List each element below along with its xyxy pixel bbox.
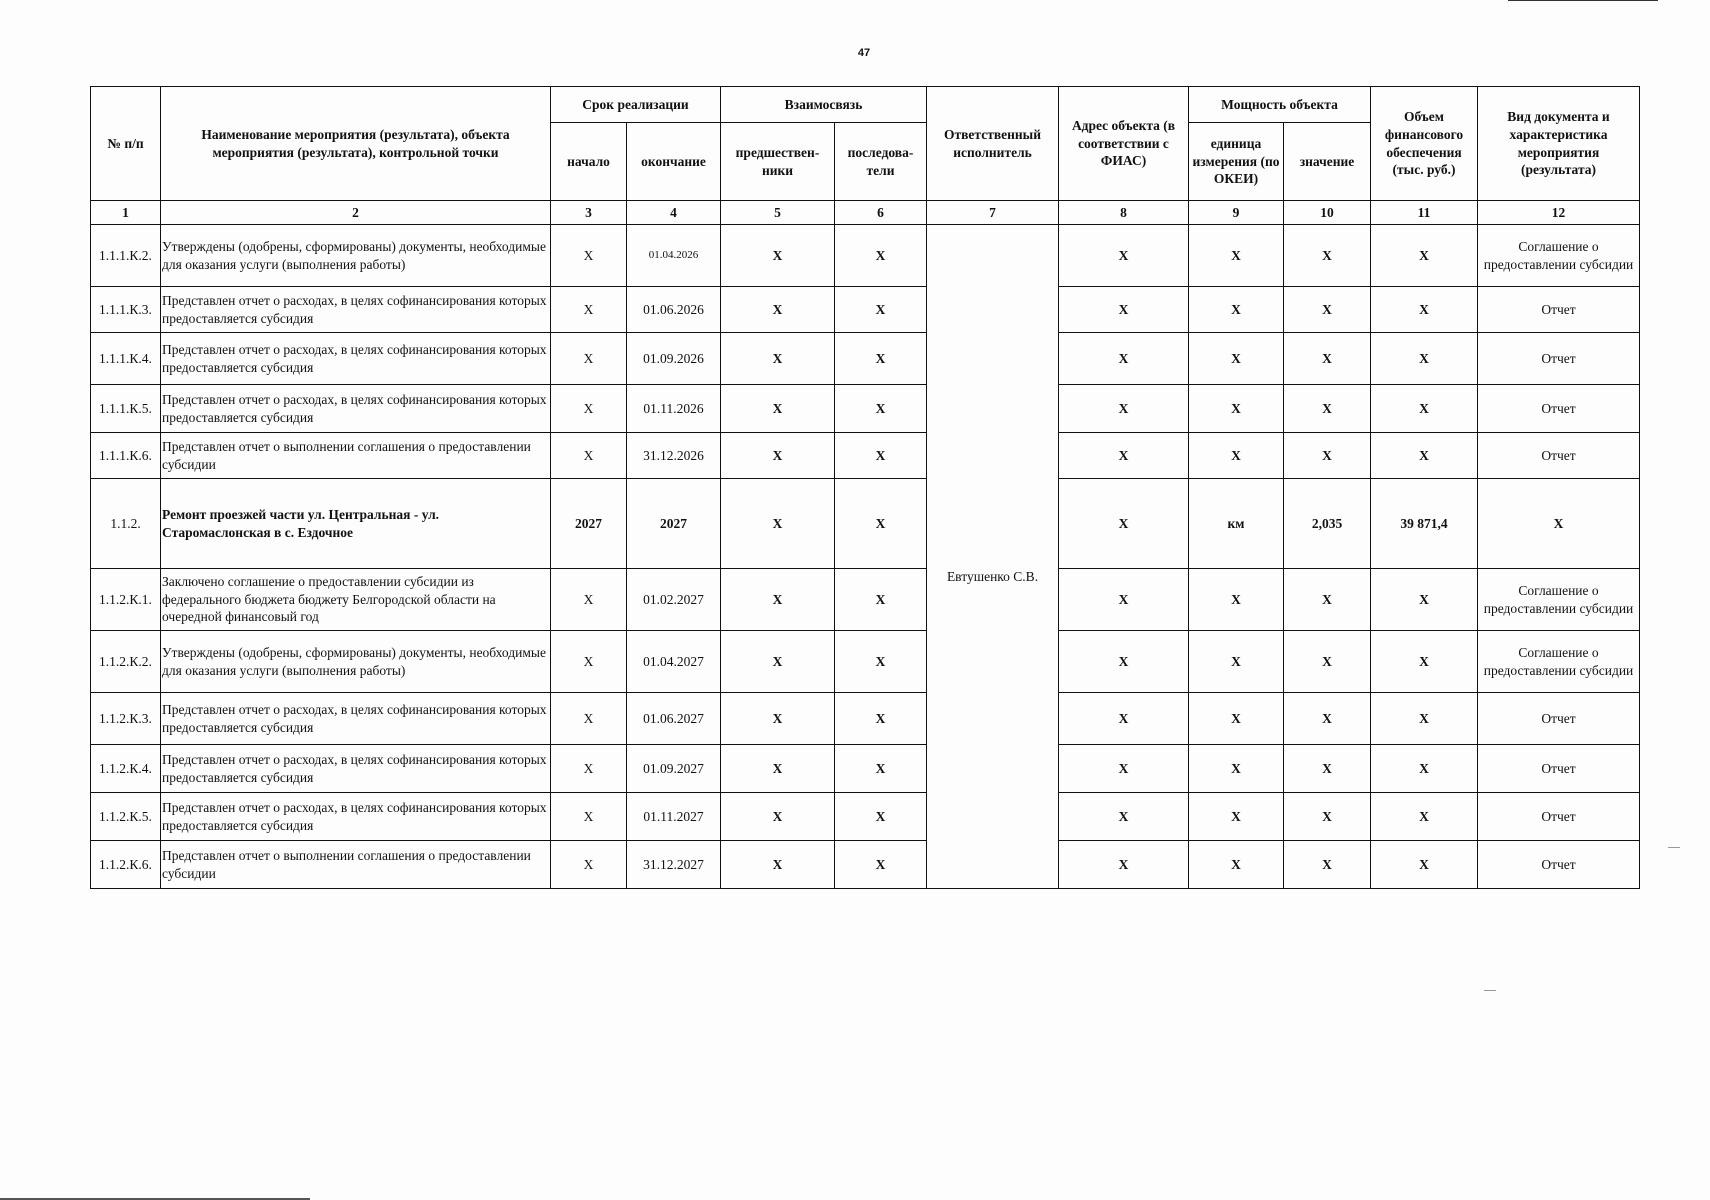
table-row (91, 385, 1640, 433)
row-number: 1.1.2.К.5. (91, 793, 161, 841)
row-successors: X (835, 225, 927, 287)
row-start: X (551, 693, 627, 745)
row-start: X (551, 631, 627, 693)
row-value: X (1284, 793, 1371, 841)
table-row (91, 333, 1640, 385)
header-link-group: Взаимосвязь (721, 87, 927, 123)
row-number: 1.1.2.К.6. (91, 841, 161, 889)
row-predecessors: X (721, 479, 835, 569)
row-number: 1.1.2.К.3. (91, 693, 161, 745)
row-finance: X (1371, 841, 1478, 889)
header-num: № п/п (91, 87, 161, 201)
row-finance: X (1371, 793, 1478, 841)
row-address: X (1059, 693, 1189, 745)
header-address: Адрес объекта (в соответствии с ФИАС) (1059, 87, 1189, 201)
table-row (91, 841, 1640, 889)
row-document: Соглашение о предоставлении субсидии (1478, 631, 1640, 693)
row-predecessors: X (721, 841, 835, 889)
row-start: 2027 (551, 479, 627, 569)
row-start: X (551, 333, 627, 385)
row-successors: X (835, 433, 927, 479)
table-row (91, 631, 1640, 693)
row-address: X (1059, 225, 1189, 287)
row-address: X (1059, 479, 1189, 569)
row-document: Отчет (1478, 793, 1640, 841)
row-number: 1.1.2. (91, 479, 161, 569)
row-name: Представлен отчет о расходах, в целях софинансирования которых предоставляется субсидия (161, 793, 551, 841)
page-number: 47 (857, 47, 871, 59)
row-name: Представлен отчет о расходах, в целях софинансирования которых предоставляется субсидия (161, 693, 551, 745)
table-row (91, 479, 1640, 569)
row-value: X (1284, 693, 1371, 745)
table-row (91, 225, 1640, 287)
row-predecessors: X (721, 433, 835, 479)
row-unit: X (1189, 745, 1284, 793)
row-name: Утверждены (одобрены, сформированы) документы, необходимые для оказания услуги (выполнения работы) (161, 631, 551, 693)
header-end: окончание (627, 123, 721, 201)
row-finance: X (1371, 631, 1478, 693)
row-predecessors: X (721, 385, 835, 433)
row-successors: X (835, 287, 927, 333)
row-unit: X (1189, 693, 1284, 745)
table-row (91, 745, 1640, 793)
row-end: 01.04.2026 (627, 225, 721, 287)
row-document: Соглашение о предоставлении субсидии (1478, 225, 1640, 287)
row-name: Представлен отчет о выполнении соглашения о предоставлении субсидии (161, 433, 551, 479)
row-finance: X (1371, 225, 1478, 287)
header-name: Наименование мероприятия (результата), объекта мероприятия (результата), контрольной точки (161, 87, 551, 201)
row-successors: X (835, 693, 927, 745)
column-number: 10 (1284, 201, 1371, 225)
row-name: Ремонт проезжей части ул. Центральная - ул. Старомаслонская в с. Ездочное (161, 479, 551, 569)
row-number: 1.1.2.К.2. (91, 631, 161, 693)
header-successors: последова-тели (835, 123, 927, 201)
row-successors: X (835, 841, 927, 889)
column-number: 9 (1189, 201, 1284, 225)
column-number: 1 (91, 201, 161, 225)
row-unit: X (1189, 385, 1284, 433)
row-successors: X (835, 333, 927, 385)
row-finance: X (1371, 333, 1478, 385)
row-start: X (551, 225, 627, 287)
row-successors: X (835, 479, 927, 569)
column-number-row (91, 201, 1640, 225)
row-value: X (1284, 225, 1371, 287)
row-name: Утверждены (одобрены, сформированы) документы, необходимые для оказания услуги (выполнения работы) (161, 225, 551, 287)
row-name: Представлен отчет о расходах, в целях софинансирования которых предоставляется субсидия (161, 287, 551, 333)
row-value: X (1284, 385, 1371, 433)
row-address: X (1059, 841, 1189, 889)
table-row (91, 433, 1640, 479)
row-name: Представлен отчет о расходах, в целях софинансирования которых предоставляется субсидия (161, 385, 551, 433)
row-unit: X (1189, 225, 1284, 287)
row-document: Соглашение о предоставлении субсидии (1478, 569, 1640, 631)
row-name: Представлен отчет о расходах, в целях софинансирования которых предоставляется субсидия (161, 333, 551, 385)
row-unit: X (1189, 793, 1284, 841)
row-end: 01.09.2026 (627, 333, 721, 385)
row-number: 1.1.1.К.2. (91, 225, 161, 287)
row-address: X (1059, 287, 1189, 333)
header-unit: единица измерения (по ОКЕИ) (1189, 123, 1284, 201)
row-value: X (1284, 333, 1371, 385)
row-predecessors: X (721, 569, 835, 631)
row-end: 01.02.2027 (627, 569, 721, 631)
row-number: 1.1.1.К.4. (91, 333, 161, 385)
column-number: 5 (721, 201, 835, 225)
row-finance: X (1371, 385, 1478, 433)
header-capacity-group: Мощность объекта (1189, 87, 1371, 123)
row-end: 2027 (627, 479, 721, 569)
column-number: 11 (1371, 201, 1478, 225)
row-predecessors: X (721, 333, 835, 385)
row-address: X (1059, 793, 1189, 841)
column-number: 8 (1059, 201, 1189, 225)
header-responsible: Ответственный исполнитель (927, 87, 1059, 201)
column-number: 7 (927, 201, 1059, 225)
row-number: 1.1.1.К.3. (91, 287, 161, 333)
row-predecessors: X (721, 631, 835, 693)
row-finance: 39 871,4 (1371, 479, 1478, 569)
header-term-group: Срок реализации (551, 87, 721, 123)
scan-mark (1668, 847, 1680, 848)
row-predecessors: X (721, 793, 835, 841)
row-value: X (1284, 287, 1371, 333)
row-end: 01.11.2027 (627, 793, 721, 841)
table-row (91, 569, 1640, 631)
row-document: Отчет (1478, 385, 1640, 433)
row-value: X (1284, 631, 1371, 693)
row-name: Представлен отчет о расходах, в целях софинансирования которых предоставляется субсидия (161, 745, 551, 793)
row-predecessors: X (721, 745, 835, 793)
row-unit: X (1189, 287, 1284, 333)
row-start: X (551, 287, 627, 333)
row-finance: X (1371, 693, 1478, 745)
column-number: 12 (1478, 201, 1640, 225)
header-document: Вид документа и характеристика мероприятия (результата) (1478, 87, 1640, 201)
row-end: 31.12.2026 (627, 433, 721, 479)
row-successors: X (835, 793, 927, 841)
row-start: X (551, 433, 627, 479)
row-predecessors: X (721, 225, 835, 287)
row-value: X (1284, 841, 1371, 889)
row-start: X (551, 385, 627, 433)
row-start: X (551, 793, 627, 841)
row-number: 1.1.2.К.4. (91, 745, 161, 793)
row-number: 1.1.1.К.5. (91, 385, 161, 433)
row-document: Отчет (1478, 745, 1640, 793)
row-unit: км (1189, 479, 1284, 569)
row-start: X (551, 745, 627, 793)
row-end: 01.09.2027 (627, 745, 721, 793)
header-start: начало (551, 123, 627, 201)
row-address: X (1059, 433, 1189, 479)
row-unit: X (1189, 631, 1284, 693)
row-value: X (1284, 433, 1371, 479)
row-name: Представлен отчет о выполнении соглашения о предоставлении субсидии (161, 841, 551, 889)
row-start: X (551, 841, 627, 889)
row-value: X (1284, 745, 1371, 793)
column-number: 4 (627, 201, 721, 225)
row-unit: X (1189, 433, 1284, 479)
row-finance: X (1371, 287, 1478, 333)
row-name: Заключено соглашение о предоставлении субсидии из федерального бюджета бюджету Белгородской области на очередной финансовый год (161, 569, 551, 631)
row-address: X (1059, 745, 1189, 793)
row-start: X (551, 569, 627, 631)
table-row (91, 793, 1640, 841)
row-end: 01.11.2026 (627, 385, 721, 433)
row-address: X (1059, 333, 1189, 385)
row-document: Отчет (1478, 433, 1640, 479)
row-successors: X (835, 631, 927, 693)
scan-edge-line (1508, 0, 1658, 1)
row-finance: X (1371, 745, 1478, 793)
row-successors: X (835, 569, 927, 631)
column-number: 3 (551, 201, 627, 225)
row-number: 1.1.1.К.6. (91, 433, 161, 479)
row-document: Отчет (1478, 287, 1640, 333)
row-address: X (1059, 385, 1189, 433)
row-finance: X (1371, 433, 1478, 479)
row-value: X (1284, 569, 1371, 631)
row-responsible: Евтушенко С.В. (927, 225, 1059, 889)
header-finance: Объем финансового обеспечения (тыс. руб.) (1371, 87, 1478, 201)
row-unit: X (1189, 569, 1284, 631)
row-value: 2,035 (1284, 479, 1371, 569)
implementation-plan-table (90, 86, 1640, 889)
row-number: 1.1.2.К.1. (91, 569, 161, 631)
row-document: Отчет (1478, 841, 1640, 889)
row-predecessors: X (721, 287, 835, 333)
row-successors: X (835, 745, 927, 793)
scan-mark (1484, 990, 1496, 991)
row-address: X (1059, 569, 1189, 631)
row-end: 01.06.2026 (627, 287, 721, 333)
row-document: Отчет (1478, 333, 1640, 385)
column-number: 6 (835, 201, 927, 225)
row-end: 01.06.2027 (627, 693, 721, 745)
table-row (91, 693, 1640, 745)
row-end: 01.04.2027 (627, 631, 721, 693)
row-document: Отчет (1478, 693, 1640, 745)
row-end: 31.12.2027 (627, 841, 721, 889)
table-row (91, 287, 1640, 333)
row-unit: X (1189, 333, 1284, 385)
header-value: значение (1284, 123, 1371, 201)
row-document: X (1478, 479, 1640, 569)
row-finance: X (1371, 569, 1478, 631)
row-unit: X (1189, 841, 1284, 889)
row-predecessors: X (721, 693, 835, 745)
row-successors: X (835, 385, 927, 433)
header-predecessors: предшествен-ники (721, 123, 835, 201)
row-address: X (1059, 631, 1189, 693)
column-number: 2 (161, 201, 551, 225)
